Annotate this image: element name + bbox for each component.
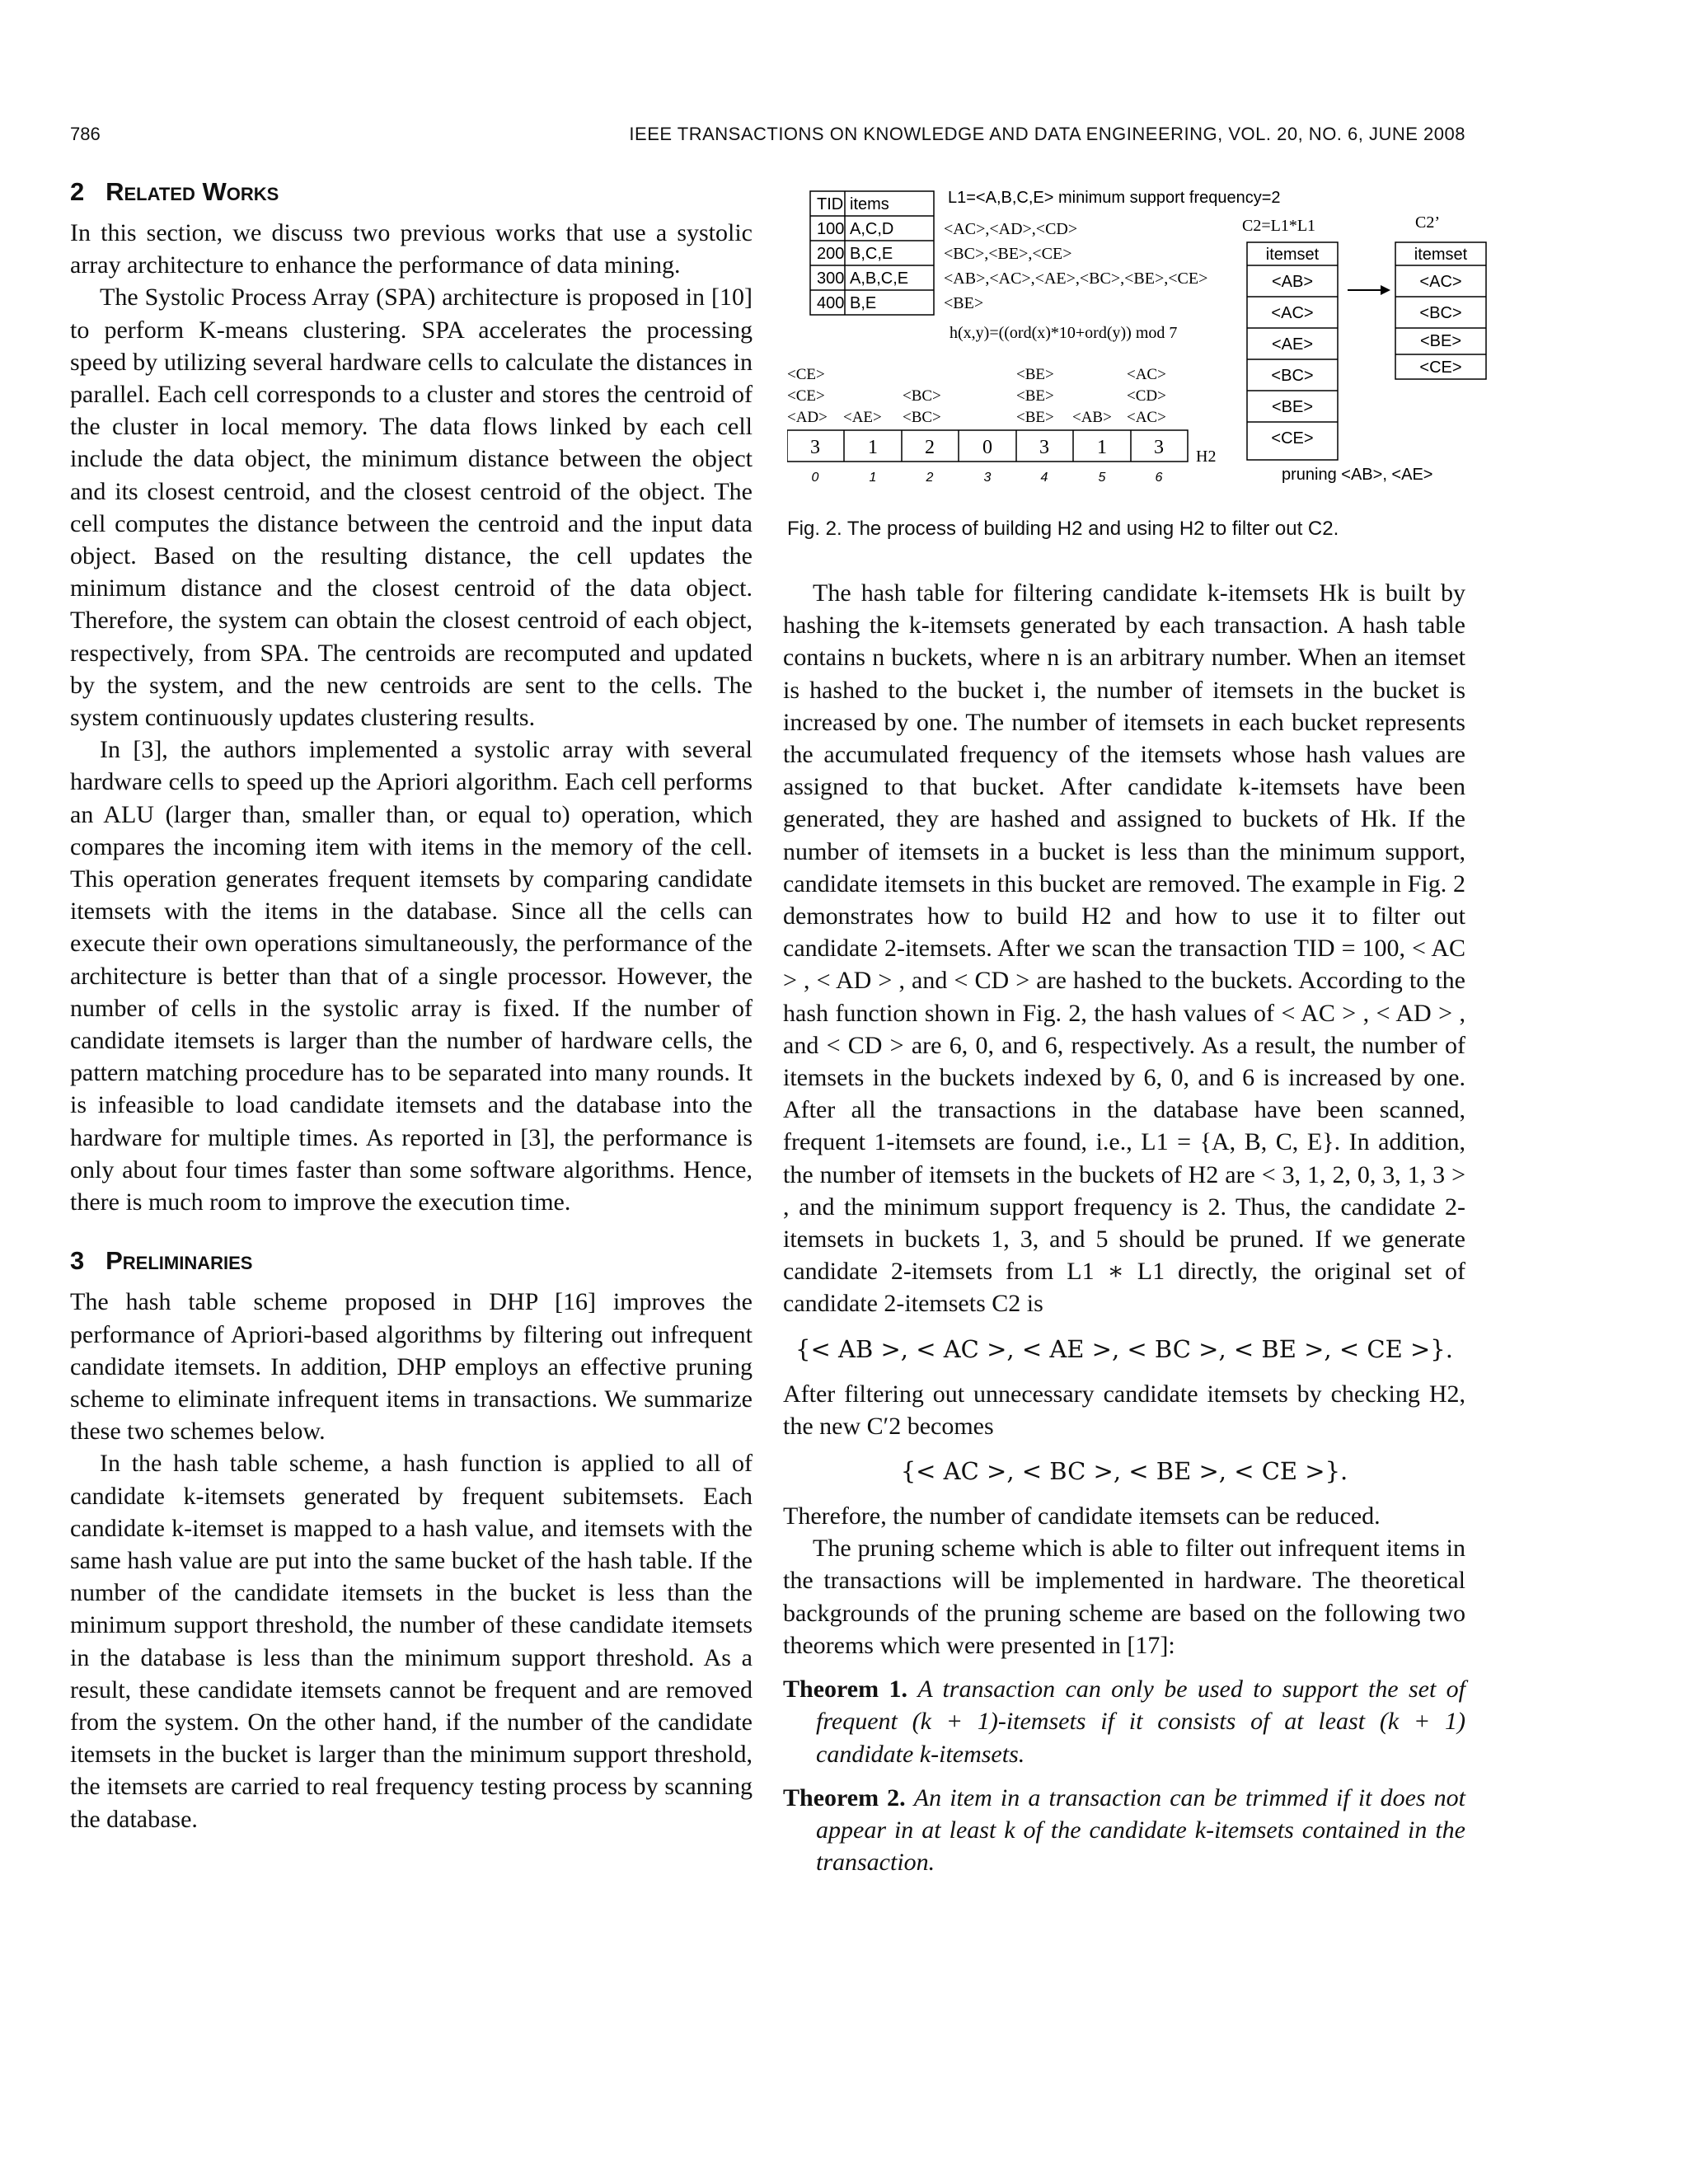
db-cell: A,C,D [850,220,894,238]
bucket-count: 0 [982,437,992,458]
figure-caption: Fig. 2. The process of building H2 and using H2 to filter out C2. [787,518,1339,540]
c2-item: <AE> [1271,335,1314,354]
l1-text: L1=<A,B,C,E> minimum support frequency=2 [948,189,1281,207]
pair-line: <BE> [944,294,984,312]
s2-paragraph: In [3], the authors implemented a systolic array with several hardware cells to speed up the Apriori algorithm. Each cell performs an ALU (larger than, smaller than, or equal to) operation, which compares the incoming item with items in the memory of the cell. This operation generates frequent itemsets by comparing candidate itemsets with the items in the database. Since all the cells can execute their own operations simultaneously, the performance of the architecture is better than that of a single processor. However, the number of cells in the systolic array is fixed. If the number of candidate itemsets is larger than the number of hardware cells, the pattern matching procedure has to be separated into many rounds. It is infeasible to load candidate itemsets and the database into the hardware for multiple times. As reported in [3], the performance is only about four times faster than some software algorithms. Hence, there is much room to improve the execution time. [70,736,753,1216]
db-cell: 400 [817,294,845,312]
c2-label: C2=L1*L1 [1242,217,1316,235]
page-number: 786 [70,124,101,144]
bucket-index: 4 [1040,471,1048,485]
bucket-item: <BE> [1016,387,1054,405]
right-column [783,577,1465,1878]
equation-c2-prime: {< AC >, < BC >, < BE >, < CE >}. [900,1457,1348,1486]
equation-c2: {< AB >, < AC >, < AE >, < BC >, < BE >, < CE >}. [795,1334,1453,1363]
c2-prime-item: <CE> [1419,359,1462,377]
bucket-item: <BC> [903,409,941,426]
bucket-item: <AC> [1127,409,1166,426]
theorem-1-label: Theorem 1. [783,1675,907,1704]
db-cell: 200 [817,245,845,263]
db-cell: B,C,E [850,245,893,263]
s3-paragraph: In the hash table scheme, a hash function is applied to all of candidate k-itemsets generated by frequent subitemsets. Each candidate k-itemset is mapped to a hash value, and itemsets with the same hash value are put into the same bucket of the hash table. If the number of the candidate itemsets in the bucket is less than the minimum support threshold, the number of these candidate itemsets in the database is less than the minimum support threshold. As a result, these candidate itemsets cannot be frequent and are removed from the system. On the other hand, if the number of the candidate itemsets in the bucket is larger than the minimum support threshold, the itemsets are carried to real frequency testing process by scanning the database. [70,1450,753,1833]
bucket-count: 3 [1039,437,1049,458]
c2-item: <BE> [1271,398,1314,416]
pair-line: <BC>,<BE>,<CE> [944,245,1072,263]
figure-2 [787,181,1504,519]
db-cell: 300 [817,269,845,288]
right-paragraph: The pruning scheme which is able to filter out infrequent items in the transactions will be implemented in hardware. The theoretical backgrounds of the pruning scheme are based on the following two theorems which were presented in [17]: [783,1535,1465,1659]
bucket-count: 2 [925,437,935,458]
db-cell: 100 [817,220,845,238]
bucket-index: 0 [811,471,819,485]
right-paragraph: Therefore, the number of candidate itemsets can be reduced. [783,1502,1381,1530]
db-cell: A,B,C,E [850,269,909,288]
theorem-2-label: Theorem 2. [783,1783,906,1811]
pair-line: <AC>,<AD>,<CD> [944,220,1078,238]
section-3-number: 3 [70,1246,85,1276]
hash-function: h(x,y)=((ord(x)*10+ord(y)) mod 7 [950,324,1178,342]
section-2-heading [70,177,753,207]
bucket-count: 1 [1097,437,1107,458]
bucket-count: 1 [868,437,878,458]
c2-prime-item: <BC> [1419,304,1462,322]
bucket-count: 3 [810,437,820,458]
bucket-item: <CE> [787,387,825,405]
section-3-heading [70,1246,753,1276]
section-2-title: Related Works [106,177,279,206]
c2-item: <AC> [1271,304,1314,322]
theorem-2 [783,1782,1465,1879]
bucket-item: <BE> [1016,409,1054,426]
c2-item: <BC> [1271,367,1314,385]
bucket-item: <CE> [787,366,825,383]
bucket-item: <BE> [1016,366,1054,383]
h2-label: H2 [1196,448,1217,466]
c2-item: <AB> [1271,273,1314,291]
left-column [70,177,753,1835]
bucket-item: <AD> [787,409,828,426]
bucket-item: <AE> [843,409,882,426]
bucket-item: <CD> [1127,387,1166,405]
pruning-note: pruning <AB>, <AE> [1282,466,1433,484]
c2-prime-header: itemset [1414,246,1468,264]
arrow-icon [1348,285,1390,295]
bucket-index: 3 [983,471,992,485]
right-paragraph: The hash table for filtering candidate k-itemsets Hk is built by hashing the k-itemsets generated by each transaction. A hash table contains n buckets, where n is an arbitrary number. When an itemset is hashed to the bucket i, the number of itemsets in the bucket is increased by one. The number of itemsets in each bucket represents the accumulated frequency of the itemsets whose hash values are assigned to that bucket. After candidate k-itemsets have been generated, they are hashed and assigned to buckets of Hk. If the number of itemsets in a bucket is less than the minimum support, candidate itemsets in this bucket are removed. The example in Fig. 2 demonstrates how to build H2 and how to use it to filter out candidate 2-itemsets. After we scan the transaction TID = 100, < AC > , < AD > , and < CD > are hashed to the buckets. According to the hash function shown in Fig. 2, the hash values of < AC > , < AD > , and < CD > are 6, 0, and 6, respectively. As a result, the number of itemsets in the buckets indexed by 6, 0, and 6 is increased by one. After all the transactions in the database have been scanned, frequent 1-itemsets are found, i.e., L1 = {A, B, C, E}. In addition, the number of itemsets in the buckets of H2 are < 3, 1, 2, 0, 3, 1, 3 > , and the minimum support frequency is 2. Thus, the candidate 2-itemsets in buckets 1, 3, and 5 should be pruned. If we generate candidate 2-itemsets from L1 ∗ L1 directly, the original set of candidate 2-itemsets C2 is [783,579,1465,1318]
s2-paragraph: In this section, we discuss two previous works that use a systolic array architecture to enhance the performance of data mining. [70,219,753,279]
theorem-2-text: An item in a transaction can be trimmed if it does not appear in at least k of the candidate k-itemsets contained in the transaction. [816,1783,1465,1877]
pair-line: <AB>,<AC>,<AE>,<BC>,<BE>,<CE> [944,269,1208,288]
db-header-tid: TID [817,195,844,213]
bucket-index: 2 [926,471,934,485]
bucket-index: 5 [1098,471,1106,485]
journal-header: IEEE TRANSACTIONS ON KNOWLEDGE AND DATA ENGINEERING, VOL. 20, NO. 6, JUNE 2008 [629,124,1465,144]
theorem-1 [783,1673,1465,1770]
c2-item: <CE> [1271,429,1314,448]
theorem-1-text: A transaction can only be used to support the set of frequent (k + 1)-itemsets if it consists of at least (k + 1) candidate k-itemsets. [816,1675,1466,1768]
bucket-index: 6 [1155,471,1163,485]
c2-prime-item: <BE> [1419,332,1462,350]
bucket-count: 3 [1154,437,1164,458]
bucket-item: <AC> [1127,366,1166,383]
c2-prime-item: <AC> [1419,273,1462,291]
db-header-items: items [850,195,889,213]
c2-header: itemset [1265,246,1320,264]
section-3-title: Preliminaries [106,1246,253,1276]
right-paragraph: After filtering out unnecessary candidate itemsets by checking H2, the new C′2 becomes [783,1380,1465,1440]
s3-paragraph: The hash table scheme proposed in DHP [16] improves the performance of Apriori-based algorithms by filtering out infrequent candidate itemsets. In addition, DHP employs an effective pruning scheme to eliminate infrequent items in transactions. We summarize these two schemes below. [70,1288,753,1446]
c2-prime-label: C2’ [1415,213,1440,232]
bucket-index: 1 [869,471,877,485]
db-cell: B,E [850,294,877,312]
section-2-number: 2 [70,177,85,206]
bucket-item: <BC> [903,387,941,405]
bucket-item: <AB> [1072,409,1112,426]
s2-paragraph: The Systolic Process Array (SPA) architecture is proposed in [10] to perform K-means clustering. SPA accelerates the processing speed by utilizing several hardware cells to calculate the distances in parallel. Each cell corresponds to a cluster and stores the centroid of the cluster in local memory. The data flows linked by each cell include the data object, the minimum distance between the object and its closest centroid, and the closest centroid of the object. The cell computes the distance between the centroid and the input data object. Based on the resulting distance, the cell updates the minimum distance and the closest centroid of the data object. Therefore, the system can obtain the closest centroid of each object, respectively, from SPA. The centroids are recomputed and updated by the system, and the new centroids are sent to the cells. The system continuously updates clustering results. [70,284,753,732]
